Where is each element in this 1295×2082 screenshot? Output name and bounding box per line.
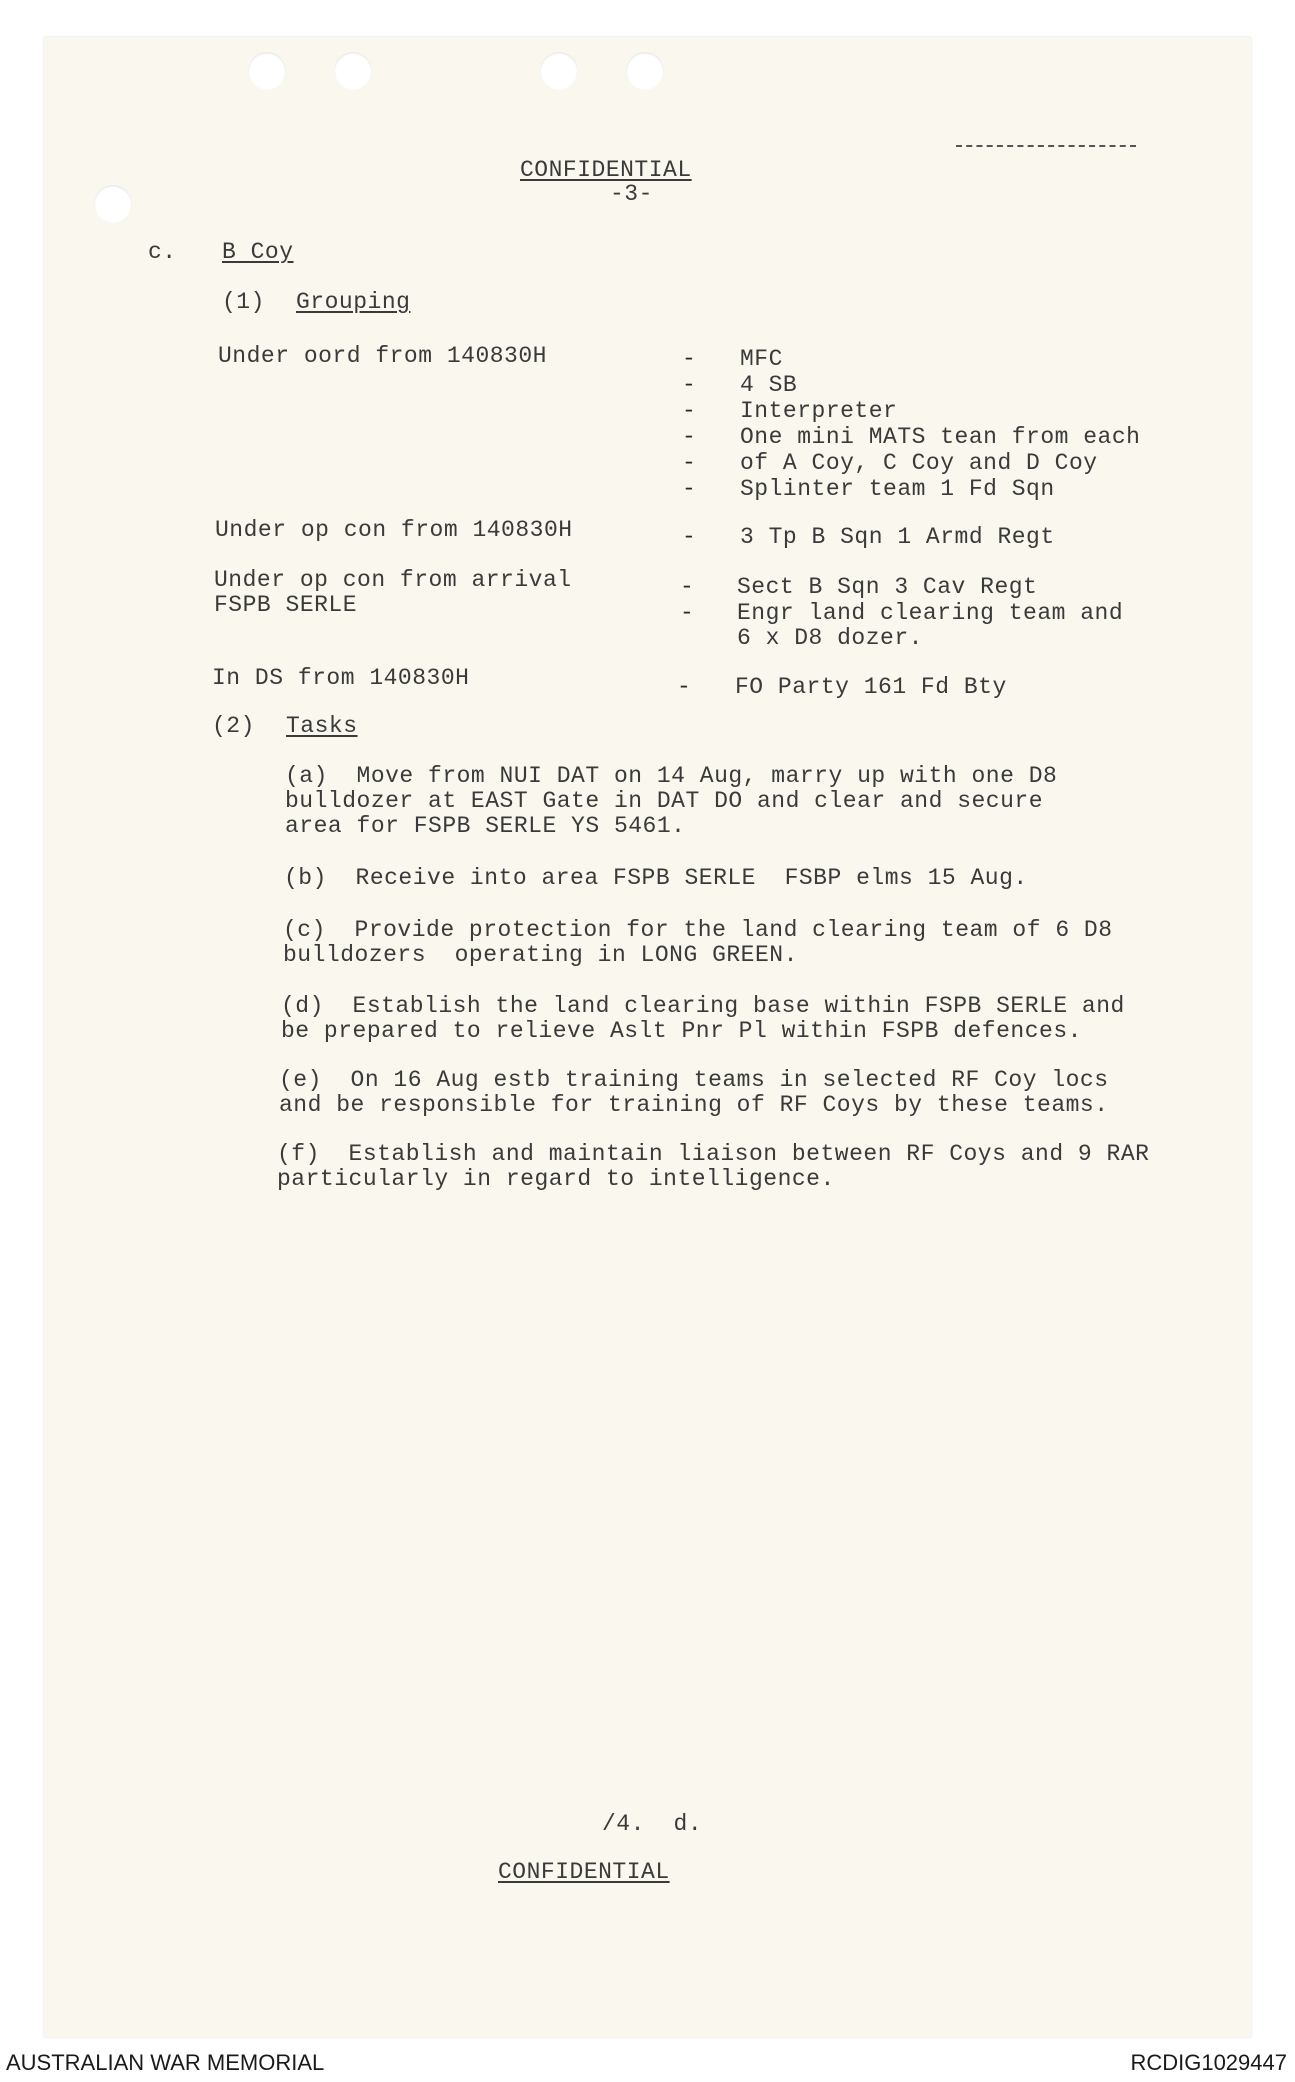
continuation-note: /4. d. [602, 1811, 703, 1837]
dash-bullet: - [682, 450, 696, 476]
margin-mark [956, 145, 1136, 147]
punch-hole [540, 52, 578, 90]
grouping-item: Interpreter [740, 398, 898, 424]
dash-bullet: - [682, 372, 696, 398]
task-item: (c) Provide protection for the land clearing team of 6 D8 bulldozers operating in LONG GREEN. [283, 917, 1113, 968]
grouping-item: MFC [740, 346, 783, 372]
dash-bullet: - [682, 476, 696, 502]
grouping-label: Under oord from 140830H [218, 343, 547, 369]
dash-bullet: - [682, 524, 696, 550]
grouping-item: FO Party 161 Fd Bty [735, 674, 1007, 700]
punch-hole [334, 52, 372, 90]
grouping-item: One mini MATS tean from each [740, 424, 1141, 450]
dash-bullet: - [680, 600, 694, 626]
dash-bullet: - [680, 574, 694, 600]
task-item: (b) Receive into area FSPB SERLE FSBP elms 15 Aug. [284, 865, 1028, 891]
archive-source: AUSTRALIAN WAR MEMORIAL [6, 2050, 325, 2075]
task-item: (d) Establish the land clearing base within FSPB SERLE and be prepared to relieve Aslt Pnr Pl within FSPB defences. [281, 993, 1125, 1044]
dash-bullet: - [682, 398, 696, 424]
dash-bullet: - [682, 424, 696, 450]
grouping-item: Sect B Sqn 3 Cav Regt [737, 574, 1038, 600]
task-item: (f) Establish and maintain liaison between RF Coys and 9 RAR particularly in regard to intelligence. [277, 1141, 1150, 1192]
grouping-label: In DS from 140830H [212, 665, 470, 691]
header-classification: CONFIDENTIAL [520, 157, 692, 183]
grouping-item: Splinter team 1 Fd Sqn [740, 476, 1055, 502]
punch-hole [626, 52, 664, 90]
section-title: B Coy [222, 239, 294, 265]
grouping-label: Under op con from arrival FSPB SERLE [214, 567, 572, 618]
archive-item-id: RCDIG1029447 [1130, 2050, 1287, 2075]
page-number: -3- [610, 181, 653, 207]
grouping-number: (1) [222, 289, 265, 315]
task-item: (e) On 16 Aug estb training teams in selected RF Coy locs and be responsible for training of RF Coys by these teams. [279, 1067, 1109, 1118]
grouping-item: 4 SB [740, 372, 798, 398]
grouping-item: 3 Tp B Sqn 1 Armd Regt [740, 524, 1055, 550]
punch-hole [248, 52, 286, 90]
dash-bullet: - [677, 674, 691, 700]
section-letter: c. [148, 239, 177, 265]
grouping-item: Engr land clearing team and 6 x D8 dozer. [737, 600, 1124, 651]
footer-classification: CONFIDENTIAL [498, 1859, 670, 1885]
grouping-item: of A Coy, C Coy and D Coy [740, 450, 1098, 476]
dash-bullet: - [682, 346, 696, 372]
task-item: (a) Move from NUI DAT on 14 Aug, marry up with one D8 bulldozer at EAST Gate in DAT DO and clear and secure area for FSPB SERLE YS 5461. [285, 763, 1058, 839]
punch-hole [94, 185, 132, 223]
tasks-number: (2) [212, 713, 255, 739]
grouping-label: Under op con from 140830H [215, 517, 573, 543]
tasks-title: Tasks [286, 713, 358, 739]
grouping-title: Grouping [296, 289, 411, 315]
